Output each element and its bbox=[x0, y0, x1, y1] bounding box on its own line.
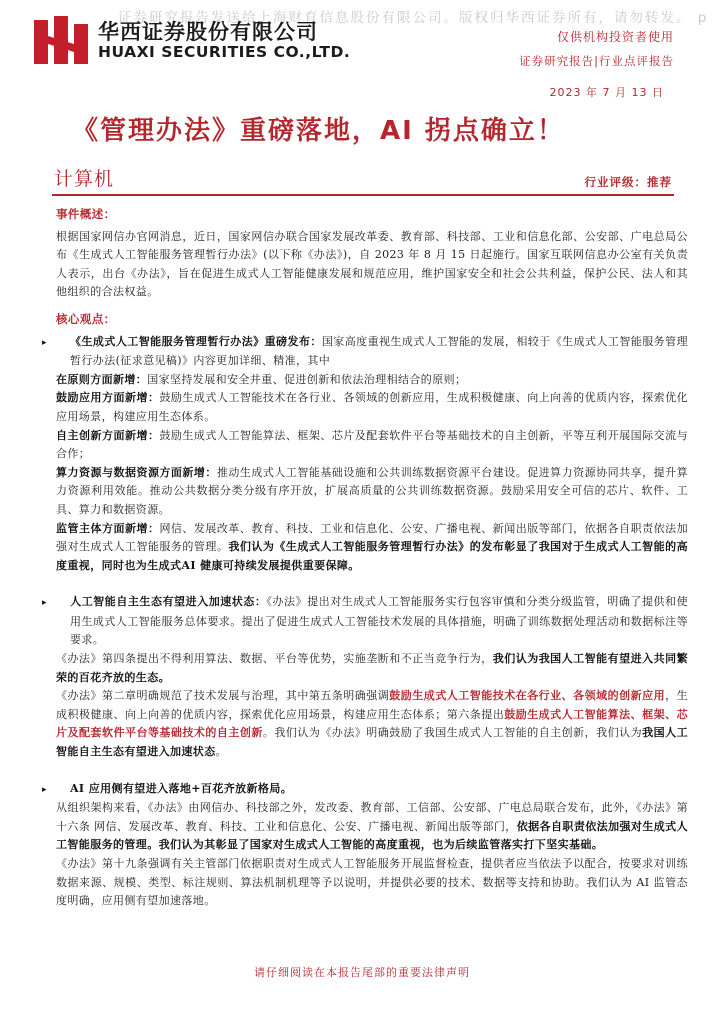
item-text: 鼓励生成式人工智能技术在各行业、各领域的创新应用，生成积极健康、向上向善的优质内容，探索优化应用场景，构建应用生态体系。 bbox=[56, 391, 688, 423]
item-label: 在原则方面新增： bbox=[56, 372, 148, 386]
core-point-2c-bold: 我国人工智能自主生态有望进入加速状态 bbox=[56, 726, 689, 759]
industry-rating: 行业评级：推荐 bbox=[584, 175, 672, 189]
event-paragraph: 根据国家网信办官网消息，近日，国家网信办联合国家发展改革委、教育部、科技部、工业和信息化部、公安部、广电总局公布《生成式人工智能服务管理暂行办法》(以下称《办法》)，自 2023 年 8 月 15 日起施行。国家互联网信息办公室有关负责人表示，出台《办法》，旨在促进生成式人工智能健康发展和规范应用，维护国家安全和社会公共利益，保护公民、法人和其他组织的合法权益。 bbox=[56, 229, 688, 299]
core-point-3-lead: AI 应用侧有望进入落地+百花齐放新格局。 bbox=[70, 781, 293, 795]
core-point-2c-text1: 《办法》第二章明确规范了技术发展与治理，其中第五条明确强调 bbox=[56, 689, 390, 703]
core-point-2b-text: 《办法》第四条提出不得利用算法、数据、平台等优势，实施垄断和不正当竞争行为， bbox=[56, 652, 493, 666]
core-point-2-lead: 人工智能自主生态有望进入加速状态： bbox=[70, 595, 267, 609]
core-heading: 核心观点： bbox=[56, 311, 116, 326]
core-point-2c-end: 。 bbox=[215, 745, 228, 759]
core-point-2c-red2: 鼓励生成式人工智能算法、框架、芯片及配套软件平台等基础技术的自主创新 bbox=[56, 707, 688, 740]
core-point-1-lead: 《生成式人工智能服务管理暂行办法》重磅发布： bbox=[70, 334, 322, 348]
list-item bbox=[56, 464, 688, 520]
item-label: 自主创新方面新增： bbox=[56, 428, 160, 442]
item-label: 监管主体方面新增： bbox=[56, 521, 160, 535]
core-point-3 bbox=[56, 780, 688, 800]
list-item bbox=[56, 520, 688, 576]
page-title: 《管理办法》重磅落地，AI 拐点确立！ bbox=[72, 116, 565, 146]
core-point-2 bbox=[56, 593, 688, 650]
legal-footer: 请仔细阅读在本报告尾部的重要法律声明 bbox=[254, 966, 470, 979]
report-body bbox=[56, 205, 688, 911]
core-point-2c bbox=[56, 687, 688, 761]
brand-name-cn: 华西证券股份有限公司 bbox=[98, 20, 318, 44]
core-point-2b bbox=[56, 650, 688, 687]
event-heading: 事件概述： bbox=[56, 207, 116, 221]
huaxi-logo-icon bbox=[34, 16, 88, 66]
core-point-1-conclusion: 我们认为《生成式人工智能服务管理暂行办法》的发布彰显了我国对于生成式人工智能的高度重视，同时也为生成式AI 健康可持续发展提供重要保障。 bbox=[56, 540, 688, 572]
sector-label: 计算机 bbox=[54, 168, 115, 190]
list-item bbox=[56, 427, 688, 464]
watermark-text: 证券研究报告发送给上海财育信息股份有限公司。版权归华西证券所有，请勿转发。 p bbox=[118, 10, 709, 26]
item-label: 鼓励应用方面新增： bbox=[56, 391, 160, 405]
item-text: 鼓励生成式人工智能算法、框架、芯片及配套软件平台等基础技术的自主创新，平等互利开展国际交流与合作； bbox=[56, 428, 688, 461]
item-text: 国家坚持发展和安全并重、促进创新和依法治理相结合的原则； bbox=[147, 372, 467, 386]
core-point-1-text: 国家高度重视生成式人工智能的发展，相较于《生成式人工智能服务管理暂行办法(征求意见稿)》内容更加详细、精准，其中 bbox=[70, 334, 688, 368]
investor-note: 仅供机构投资者使用 bbox=[556, 30, 674, 44]
list-item bbox=[56, 371, 688, 390]
core-point-4: 《办法》第十九条强调有关主管部门依据职责对生成式人工智能服务开展监督检查，提供者应当依法予以配合，按要求对训练数据来源、规模、类型、标注规则、算法机制机理等予以说明，并提供必要的技术、数据等支持和协助。我们认为 AI 监管态度明确，应用侧有望加速落地。 bbox=[56, 857, 688, 908]
core-point-2c-text2: ，生成积极健康、向上向善的优质内容，探索优化应用场景，构建应用生态体系；第六条提出 bbox=[56, 689, 688, 721]
report-date: 2023 年 7 月 13 日 bbox=[549, 86, 664, 99]
core-point-2b-bold: 我们认为我国人工智能有望进入共同繁荣的百花齐放的生态。 bbox=[56, 652, 688, 684]
item-label: 算力资源与数据资源方面新增： bbox=[56, 465, 217, 479]
core-point-2-text: 《办法》提出对生成式人工智能服务实行包容审慎和分类分级监管，明确了提供和使用生成式人工智能服务总体要求。提出了促进生成式人工智能技术发展的具体措施，明确了训练数据处理活动和数据标注等要求。 bbox=[70, 595, 688, 647]
core-point-2c-red1: 鼓励生成式人工智能技术在各行业、各领域的创新应用 bbox=[389, 689, 666, 703]
core-point-3-bold2: 我们认为其彰显了国家对生成式人工智能的高度重视，也为后续监管落实打下坚实基础。 bbox=[158, 838, 604, 852]
core-point-3-bold1: 依据各自职责依法加强对生成式人工智能服务的管理。 bbox=[56, 819, 688, 852]
header-divider bbox=[52, 194, 674, 196]
list-item bbox=[56, 389, 688, 426]
item-text: 推动生成式人工智能基础设施和公共训练数据资源平台建设。促进算力资源协同共享，提升算力资源利用效能。推动公共数据分类分级有序开放，扩展高质量的公共训练数据资源。鼓励采用安全可信的芯片、软件、工具、算力和数据资源。 bbox=[56, 465, 688, 516]
core-point-3-text: 从组织架构来看，《办法》由网信办、科技部之外，发改委、教育部、工信部、公安部、广电总局联合发布，此外，《办法》第十六条 网信、发展改革、教育、科技、工业和信息化、公安、广播电视、新闻出版等部门， bbox=[56, 801, 688, 833]
report-type: 证券研究报告|行业点评报告 bbox=[519, 54, 674, 68]
core-point-3-body bbox=[56, 799, 688, 855]
item-text: 网信、发展改革、教育、科技、工业和信息化、公安、广播电视、新闻出版等部门，依据各自职责依法加强对生成式人工智能服务的管理。 bbox=[56, 521, 688, 554]
brand-name-en: HUAXI SECURITIES CO.,LTD. bbox=[98, 43, 351, 61]
core-point-1 bbox=[56, 333, 688, 371]
core-point-2c-text3: 。我们认为《办法》明确鼓励了我国生成式人工智能的自主创新，我们认为 bbox=[262, 726, 643, 740]
